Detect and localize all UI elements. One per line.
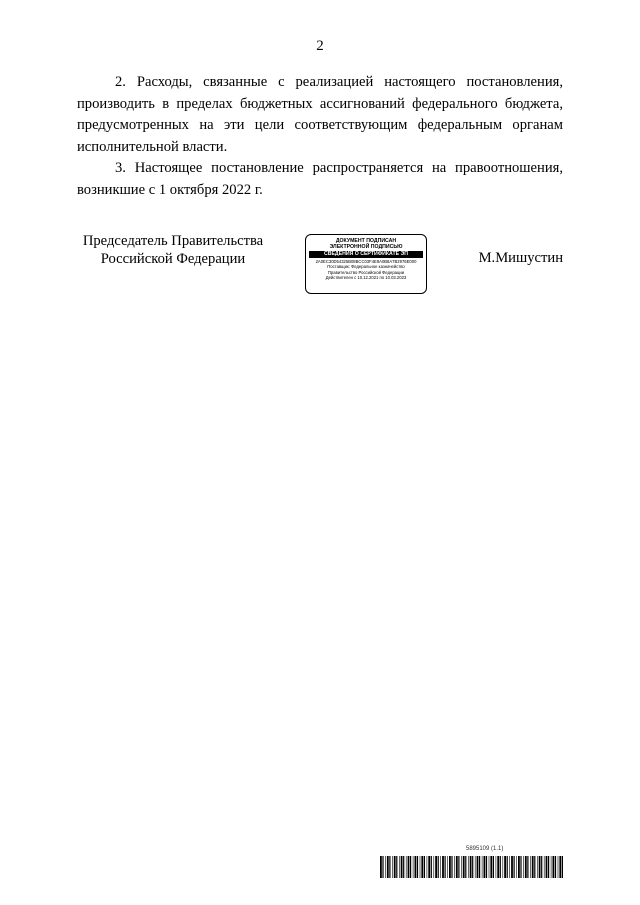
stamp-serial: 2A0EC30D54325B08BCC03F4E9A0B8A7B2976E000 [315, 259, 417, 264]
signatory-position-line2: Российской Федерации [100, 251, 246, 267]
electronic-signature-stamp [305, 234, 427, 294]
stamp-issuer: Поставщик: Федеральное казначейство [327, 264, 405, 270]
document-code: 5895109 (1.1) [466, 846, 504, 852]
signatory-position-line1: Председатель Правительства [82, 233, 264, 249]
stamp-owner: Правительство Российской Федерации [327, 269, 405, 275]
stamp-line1: ДОКУМЕНТ ПОДПИСАН [335, 238, 397, 244]
signatory-name: М.Мишустин [478, 250, 563, 266]
paragraph-3: 3. Настоящее постановление распространяется на правоотношения, возникшие с 1 октября 2022 г. [77, 160, 563, 198]
signatory-position [78, 232, 268, 268]
stamp-header: СВЕДЕНИЯ О СЕРТИФИКАТЕ ЭП [309, 251, 423, 258]
stamp-validity: Действителен с 10.12.2021 по 10.03.2023 [325, 275, 407, 281]
barcode [380, 856, 564, 878]
paragraph-2: 2. Расходы, связанные с реализацией настоящего постановления, производить в пределах бюджетных ассигнований федерального бюджета, предусмотренных на эти цели соответствующим федеральным органам исполнительной власти. [77, 74, 563, 155]
document-body [77, 72, 563, 201]
stamp-line2: ЭЛЕКТРОННОЙ ПОДПИСЬЮ [329, 244, 403, 250]
page-number: 2 [316, 38, 324, 54]
